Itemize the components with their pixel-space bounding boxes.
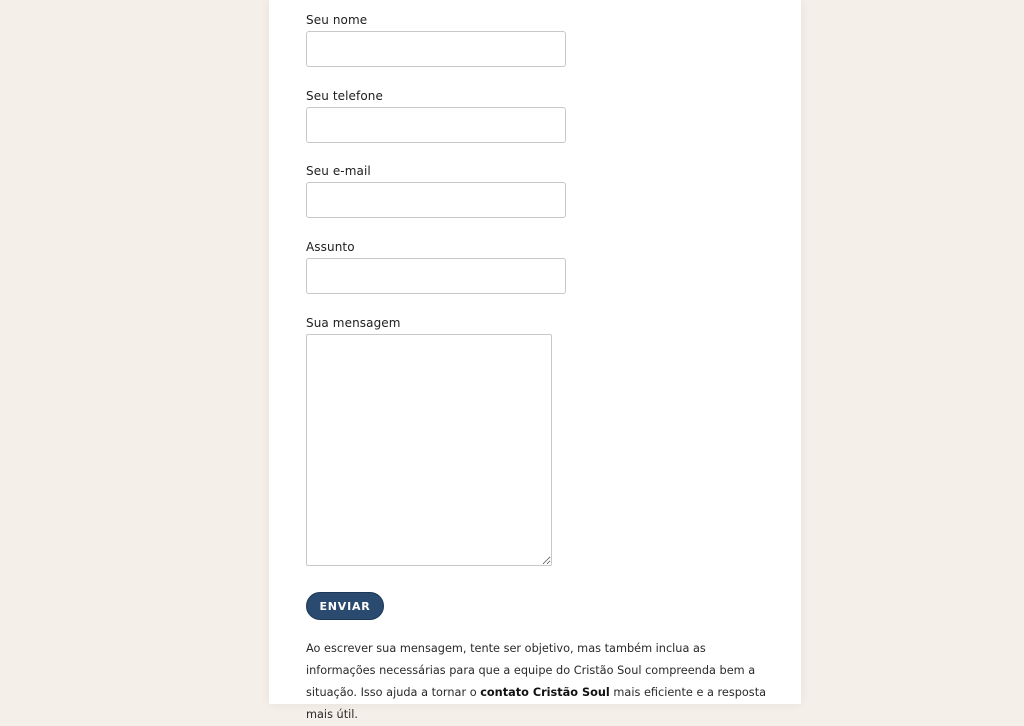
email-input[interactable]: [306, 182, 566, 218]
help-text-highlight: contato Cristão Soul: [480, 686, 610, 699]
send-button[interactable]: ENVIAR: [306, 592, 384, 620]
email-label: Seu e-mail: [306, 164, 371, 178]
contact-form-panel: [269, 0, 801, 721]
name-input[interactable]: [306, 31, 566, 67]
message-label: Sua mensagem: [306, 316, 401, 330]
help-text-start: Ao escrever sua mensagem, tente ser objetivo, mas também inclua as informações necessárias para que a equipe do Cristão Soul compreenda bem a situação. Isso ajuda a tornar o: [306, 642, 756, 699]
message-textarea[interactable]: [306, 334, 552, 566]
form-help-text: [306, 638, 774, 726]
subject-label: Assunto: [306, 240, 355, 254]
phone-label: Seu telefone: [306, 89, 383, 103]
help-text-end: mais eficiente e a resposta mais útil.: [306, 686, 767, 721]
name-label: Seu nome: [306, 13, 368, 27]
phone-input[interactable]: [306, 107, 566, 143]
subject-input[interactable]: [306, 258, 566, 294]
